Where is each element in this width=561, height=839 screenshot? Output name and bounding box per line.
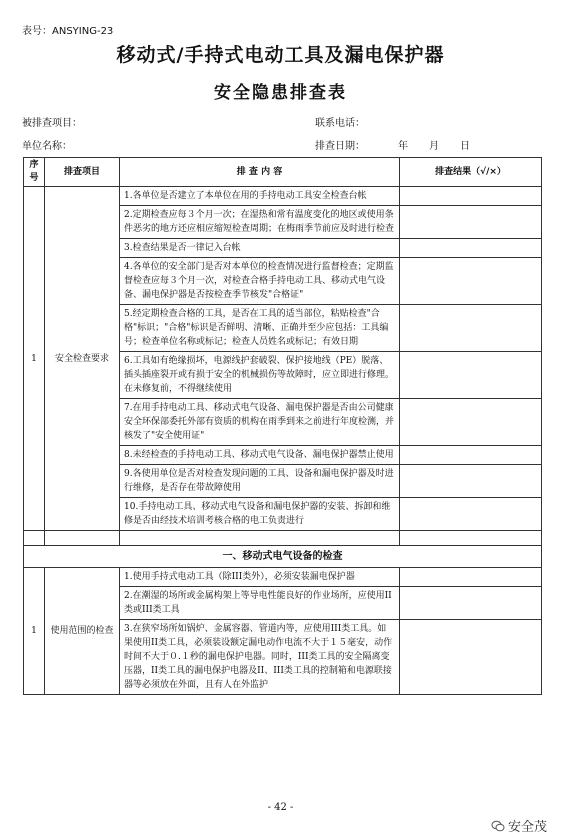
check-item: 2.在潮湿的场所或金属构架上等导电性能良好的作业场所，应使用II类或III类工具 xyxy=(120,587,400,620)
header-content: 排 查 内 容 xyxy=(120,158,400,187)
result-cell[interactable] xyxy=(400,498,542,531)
result-cell[interactable] xyxy=(400,587,542,620)
table-header-row xyxy=(24,158,542,187)
unit-name-label: 单位名称： xyxy=(22,141,72,152)
date-year: 年 xyxy=(398,141,408,152)
result-cell[interactable] xyxy=(400,352,542,399)
document-subtitle: 安全隐患排查表 xyxy=(214,83,347,103)
section-title: 一、移动式电气设备的检查 xyxy=(24,546,542,568)
date-day: 日 xyxy=(460,141,470,152)
phone-label: 联系电话： xyxy=(315,118,365,129)
check-item: 2.定期检查应每３个月一次；在湿热和常有温度变化的地区或使用条件恶劣的地方还应相应缩短检查周期；在梅雨季节前应及时进行检查 xyxy=(120,206,400,239)
result-cell[interactable] xyxy=(400,399,542,446)
check-item: 8.未经检查的手持电动工具、移动式电气设备、漏电保护器禁止使用 xyxy=(120,446,400,465)
date-month: 月 xyxy=(429,141,439,152)
group1-item: 安全检查要求 xyxy=(45,187,120,531)
table-row xyxy=(24,187,542,206)
section-row xyxy=(24,546,542,568)
document-title: 移动式/手持式电动工具及漏电保护器 xyxy=(116,44,445,66)
check-item: 1.使用手持式电动工具（除III类外），必须安装漏电保护器 xyxy=(120,568,400,587)
check-item: 1.各单位是否建立了本单位在用的手持电动工具安全检查台帐 xyxy=(120,187,400,206)
empty-row xyxy=(24,531,542,546)
check-item: 10.手持电动工具、移动式电气设备和漏电保护器的安装、拆卸和维修是否由经技术培训考核合格的电工负责进行 xyxy=(120,498,400,531)
header-item: 排查项目 xyxy=(45,158,120,187)
result-cell[interactable] xyxy=(400,568,542,587)
check-item: 3.检查结果是否一律记入台帐 xyxy=(120,239,400,258)
group2-seq: 1 xyxy=(24,568,45,695)
check-item: 5.经定期检查合格的工具，是否在工具的适当部位，粘贴检查"合格"标识；"合格"标识是否鲜明、清晰、正确并至少应包括：工具编号；检查单位名称或标记；检查人员姓名或标记；有效日期 xyxy=(120,305,400,352)
inspected-project-label: 被排查项目： xyxy=(22,118,82,129)
check-item: 6.工具如有绝缘损坏，电源线护套破裂、保护接地线（PE）脱落、插头插座裂开或有损于安全的机械损伤等故障时，应立即进行修理。在未修复前，不得继续使用 xyxy=(120,352,400,399)
result-cell[interactable] xyxy=(400,465,542,498)
result-cell[interactable] xyxy=(400,187,542,206)
page-number: - 42 - xyxy=(267,802,294,813)
table-row xyxy=(24,568,542,587)
result-cell[interactable] xyxy=(400,239,542,258)
result-cell[interactable] xyxy=(400,305,542,352)
header-result: 排查结果（√/×） xyxy=(400,158,542,187)
inspection-table xyxy=(23,157,542,695)
watermark xyxy=(491,816,547,835)
check-item: 3.在狭窄场所如锅炉、金属容器、管道内等，应使用III类工具。如果使用II类工具，必须装设额定漏电动作电流不大于１５毫安，动作时间不大于０.１秒的漏电保护电器。同时，III类工具的安全隔离变压器，II类工具的漏电保护电器及II、III类工具的控制箱和电源联接器等必须放在外面，且有人在外监护 xyxy=(120,620,400,695)
inspection-date-label: 排查日期： xyxy=(315,141,365,152)
check-item: 7.在用手持电动工具、移动式电气设备、漏电保护器是否由公司健康安全环保部委托外部有资质的机构在雨季到来之前进行年度检测，并核发了"安全使用证" xyxy=(120,399,400,446)
check-item: 4.各单位的安全部门是否对本单位的检查情况进行监督检查；定期监督检查应每３个月一次，对检查合格手持电动工具、移动式电气设备、漏电保护器是否按检查季节核发"合格证" xyxy=(120,258,400,305)
header-seq: 序号 xyxy=(24,158,45,187)
result-cell[interactable] xyxy=(400,206,542,239)
result-cell[interactable] xyxy=(400,446,542,465)
group1-seq: 1 xyxy=(24,187,45,531)
result-cell[interactable] xyxy=(400,620,542,695)
watermark-text: 安全茂 xyxy=(507,820,547,835)
form-code: 表号：ANSYING-23 xyxy=(22,26,114,37)
result-cell[interactable] xyxy=(400,258,542,305)
check-item: 9.各使用单位是否对检查发现问题的工具、设备和漏电保护器及时进行维修，是否存在带故障使用 xyxy=(120,465,400,498)
chat-bubble-icon xyxy=(491,819,505,833)
group2-item: 使用范围的检查 xyxy=(45,568,120,695)
